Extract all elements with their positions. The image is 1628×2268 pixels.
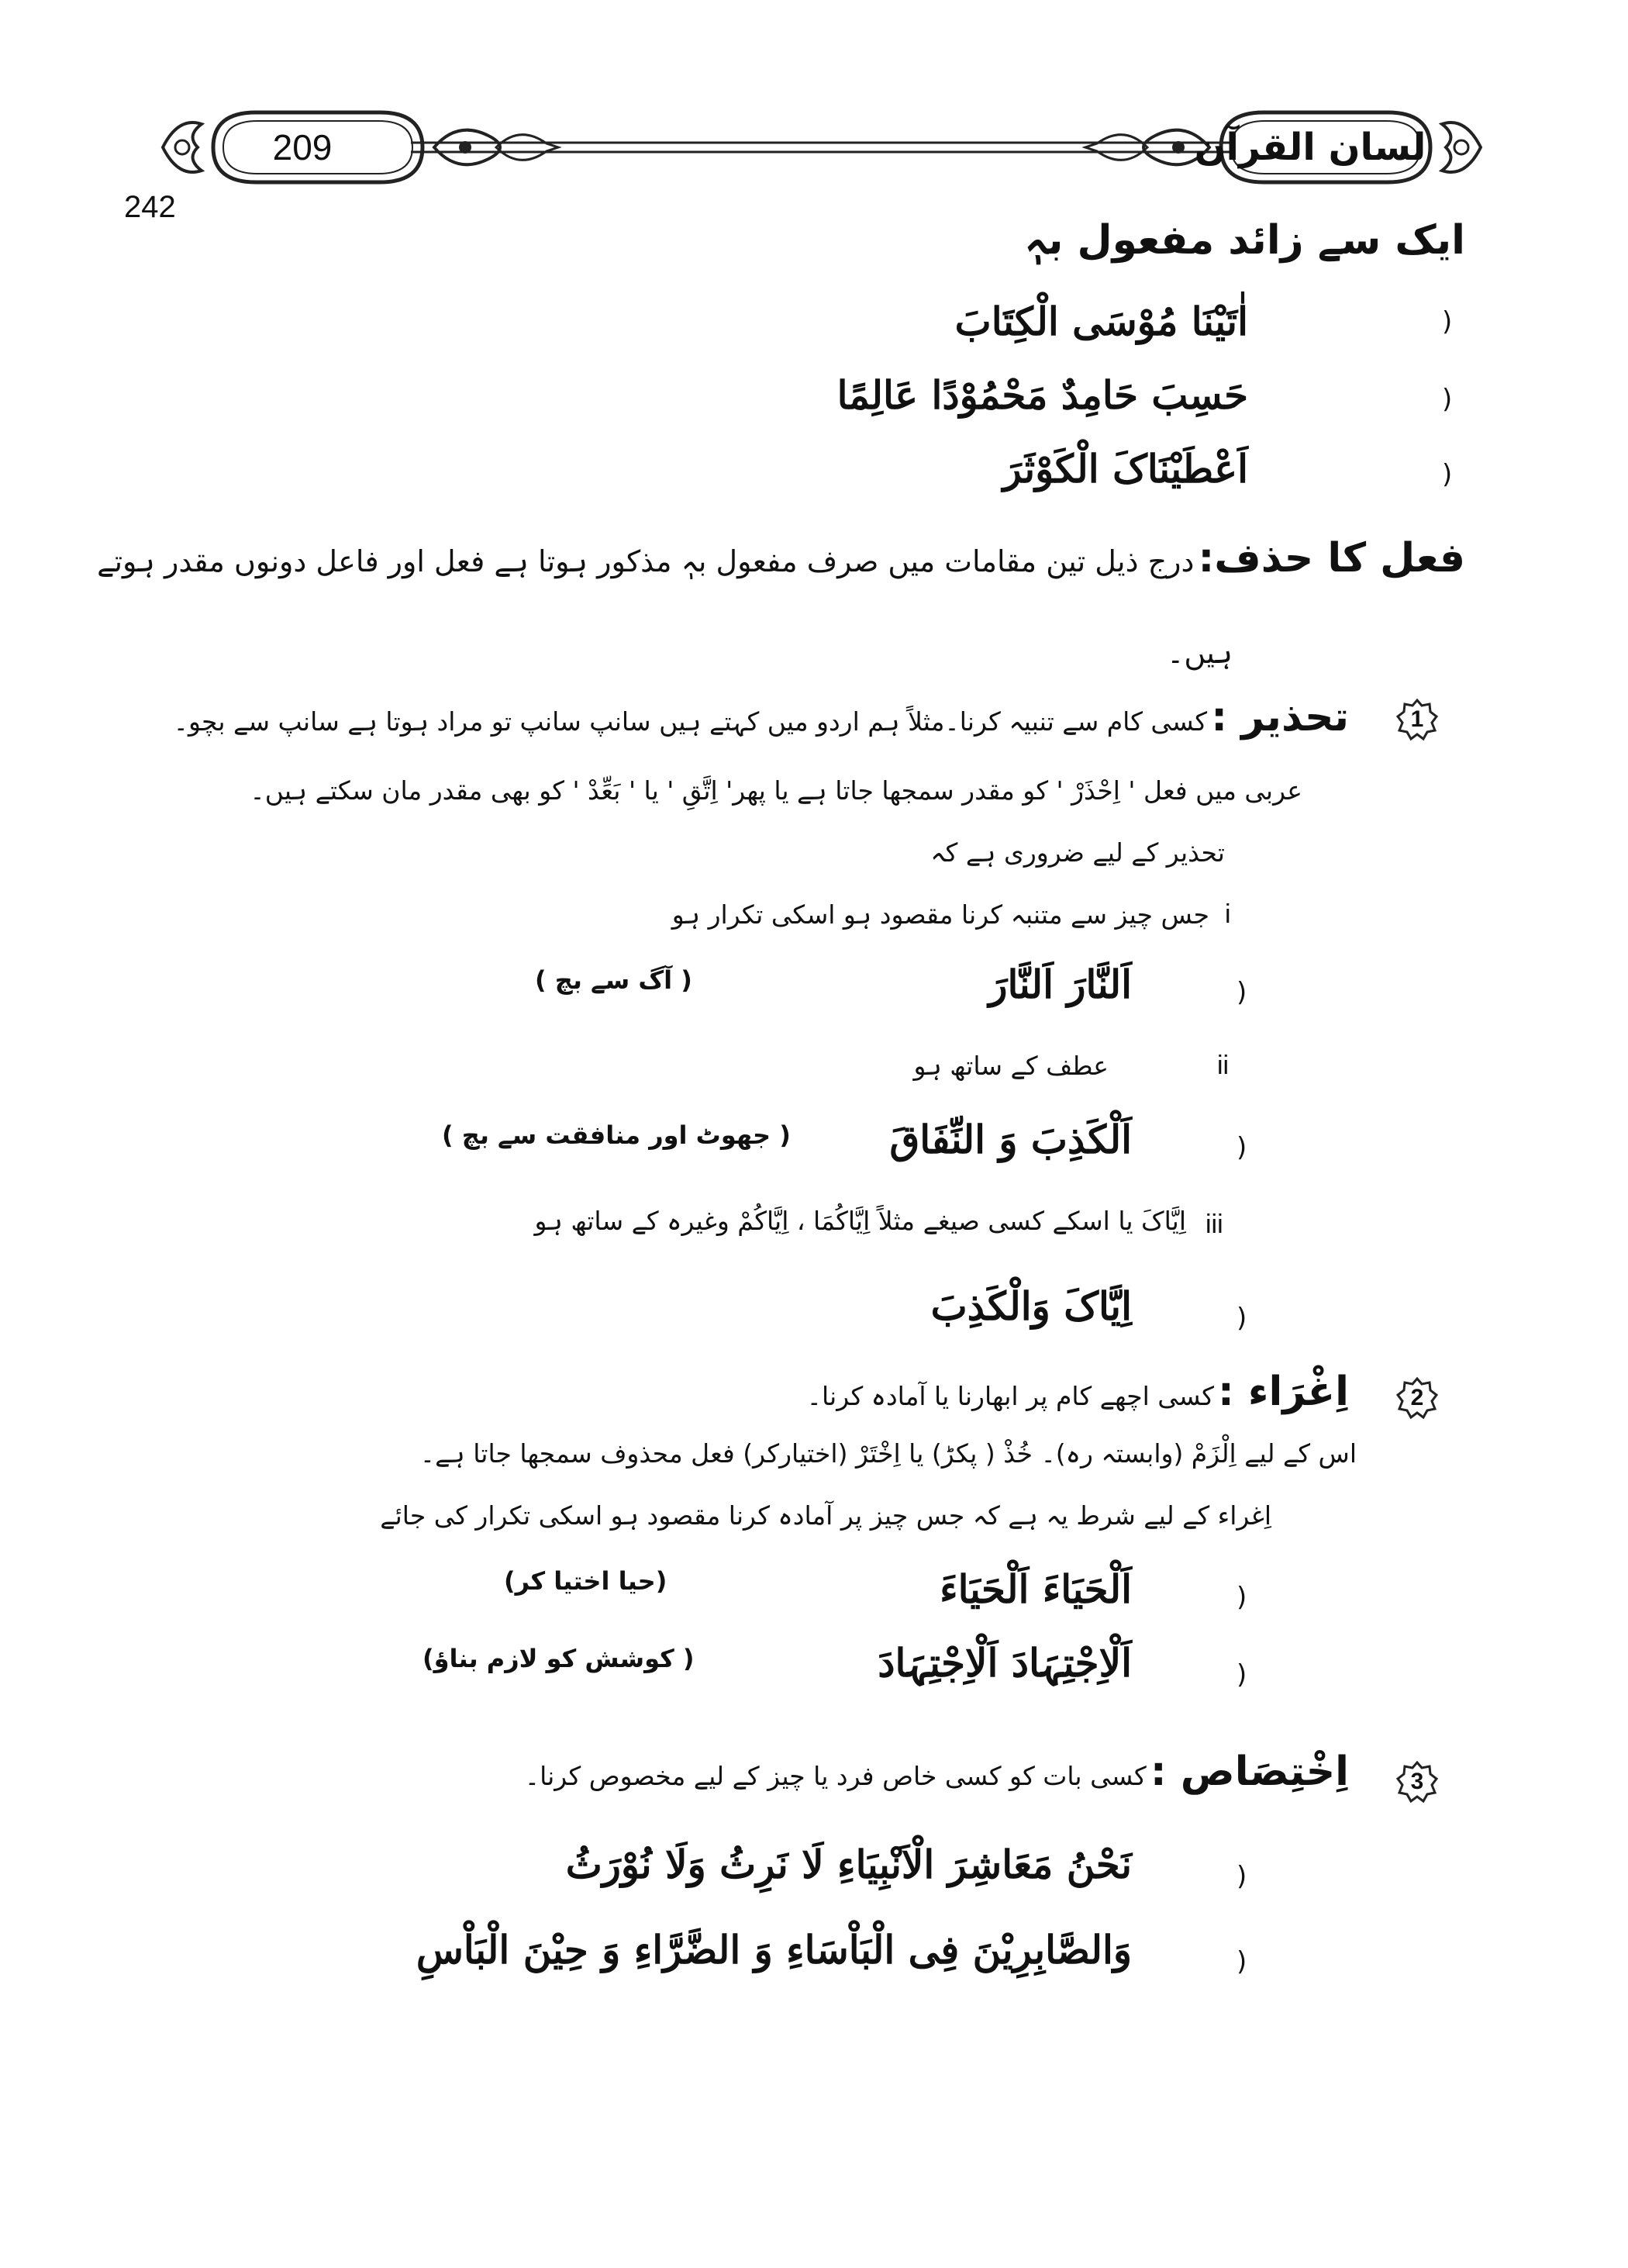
example-line: اٰتَیْنَا مُوْسَی الْکِتَابَ <box>954 299 1248 344</box>
bullet-marker: ) <box>1237 977 1247 1008</box>
original-page-number: 242 <box>124 190 176 224</box>
term-tahzir: تحذیر : <box>1211 694 1349 740</box>
example-line: اَلنَّارَ اَلنَّارَ <box>988 961 1132 1007</box>
term-ighra: اِغْرَاء : <box>1218 1369 1349 1415</box>
translation-note: ( کوشش کو لازم بناؤ) <box>423 1644 695 1673</box>
term-ikhtisas: اِخْتِصَاص : <box>1150 1748 1349 1795</box>
translation-note: ( آگ سے بچ ) <box>535 965 692 995</box>
bullet-marker: ) <box>1442 384 1453 415</box>
condition-text: جس چیز سے متنبہ کرنا مقصود ہو اسکی تکرار ہو <box>671 899 1209 930</box>
roman-numeral: ii <box>1217 1051 1230 1080</box>
ikhtisas-definition-line <box>525 1748 1349 1795</box>
definition-text: کسی اچھے کام پر ابھارنا یا آمادہ کرنا۔ <box>806 1381 1214 1411</box>
ellipsis-paragraph <box>97 535 1465 582</box>
bullet-marker: ) <box>1237 1659 1247 1690</box>
explanation-text: تحذیر کے لیے ضروری ہے کہ <box>930 837 1225 868</box>
example-line: اَلْاِجْتِہَادَ اَلْاِجْتِہَادَ <box>878 1640 1132 1686</box>
condition-text: عطف کے ساتھ ہو <box>913 1051 1109 1081</box>
tahzir-definition-line <box>174 694 1349 740</box>
example-line: اِیَّاکَ وَالْکَذِبَ <box>930 1283 1132 1329</box>
explanation-text: اس کے لیے اِلْزَمْ (وابستہ رہ)۔ خُذْ ( پکڑ) یا اِخْتَرْ (اختیارکر) فعل محذوف سمجھا جاتا ہے۔ <box>419 1438 1357 1469</box>
bullet-marker: ) <box>1442 459 1453 490</box>
bullet-marker: ) <box>1237 1861 1247 1892</box>
number-badge: 1 <box>1395 698 1439 741</box>
definition-text: کسی بات کو کسی خاص فرد یا چیز کے لیے مخصوص کرنا۔ <box>524 1761 1147 1791</box>
condition-text: اِیَّاکَ یا اسکے کسی صیغے مثلاً اِیَّاکُمَا ، اِیَّاکُمْ وغیرہ کے ساتھ ہو <box>534 1206 1186 1236</box>
book-title: لسان القرآن <box>1194 126 1426 169</box>
ighra-definition-line <box>807 1369 1349 1415</box>
number-badge: 2 <box>1395 1376 1439 1420</box>
page-number: 209 <box>272 127 333 167</box>
page-header <box>155 101 1488 194</box>
bullet-marker: ) <box>1237 1132 1247 1163</box>
bullet-marker: ) <box>1237 1582 1247 1613</box>
explanation-text: عربی میں فعل ' اِحْذَرْ ' کو مقدر سمجھا جاتا ہے یا پھر' اِتَّقِ ' یا ' بَعِّدْ ' کو بھی مقدر مان سکتے ہیں۔ <box>250 775 1302 806</box>
explanation-text: اِغراء کے لیے شرط یہ ہے کہ جس چیز پر آمادہ کرنا مقصود ہو اسکی تکرار کی جائے <box>380 1500 1271 1531</box>
translation-note: (حیا اختیا کر) <box>504 1566 667 1596</box>
paragraph-text: درج ذیل تین مقامات میں صرف مفعول بہٖ مذکور ہوتا ہے فعل اور فاعل دونوں مقدر ہوتے <box>97 544 1195 578</box>
bullet-marker: ) <box>1442 306 1453 337</box>
example-line: وَالصَّابِرِیْنَ فِی الْبَاْسَاءِ وَ الضَّرَّاءِ وَ حِیْنَ الْبَاْسِ <box>416 1927 1132 1973</box>
roman-numeral: iii <box>1205 1210 1223 1239</box>
translation-note: ( جھوٹ اور منافقت سے بچ ) <box>442 1120 791 1150</box>
example-line: اَلْکَذِبَ وَ النِّفَاقَ <box>889 1117 1132 1162</box>
paragraph-text: ہیں۔ <box>1167 636 1233 670</box>
roman-numeral: i <box>1225 899 1231 929</box>
section-heading-multiple-objects: ایک سے زائد مفعول بہٖ <box>1024 217 1465 264</box>
example-line: نَحْنُ مَعَاشِرَ الْاَنْبِیَاءِ لَا نَرِثُ وَلَا نُوْرَثُ <box>565 1842 1132 1887</box>
number-badge: 3 <box>1395 1760 1439 1804</box>
definition-text: کسی کام سے تنبیہ کرنا۔مثلاً ہم اردو میں کہتے ہیں سانپ سانپ تو مراد ہوتا ہے سانپ سے بچو۔ <box>173 706 1208 737</box>
example-line: اَلْحَیَاءَ اَلْحَیَاءَ <box>940 1566 1132 1612</box>
section-title-verb-deletion: فعل کا حذف: <box>1198 535 1465 582</box>
bullet-marker: ) <box>1237 1303 1247 1334</box>
example-line: حَسِبَ حَامِدٌ مَحْمُوْدًا عَالِمًا <box>836 372 1248 418</box>
bullet-marker: ) <box>1237 1946 1247 1977</box>
example-line: اَعْطَیْنَاکَ الْکَوْثَرَ <box>1002 446 1248 492</box>
